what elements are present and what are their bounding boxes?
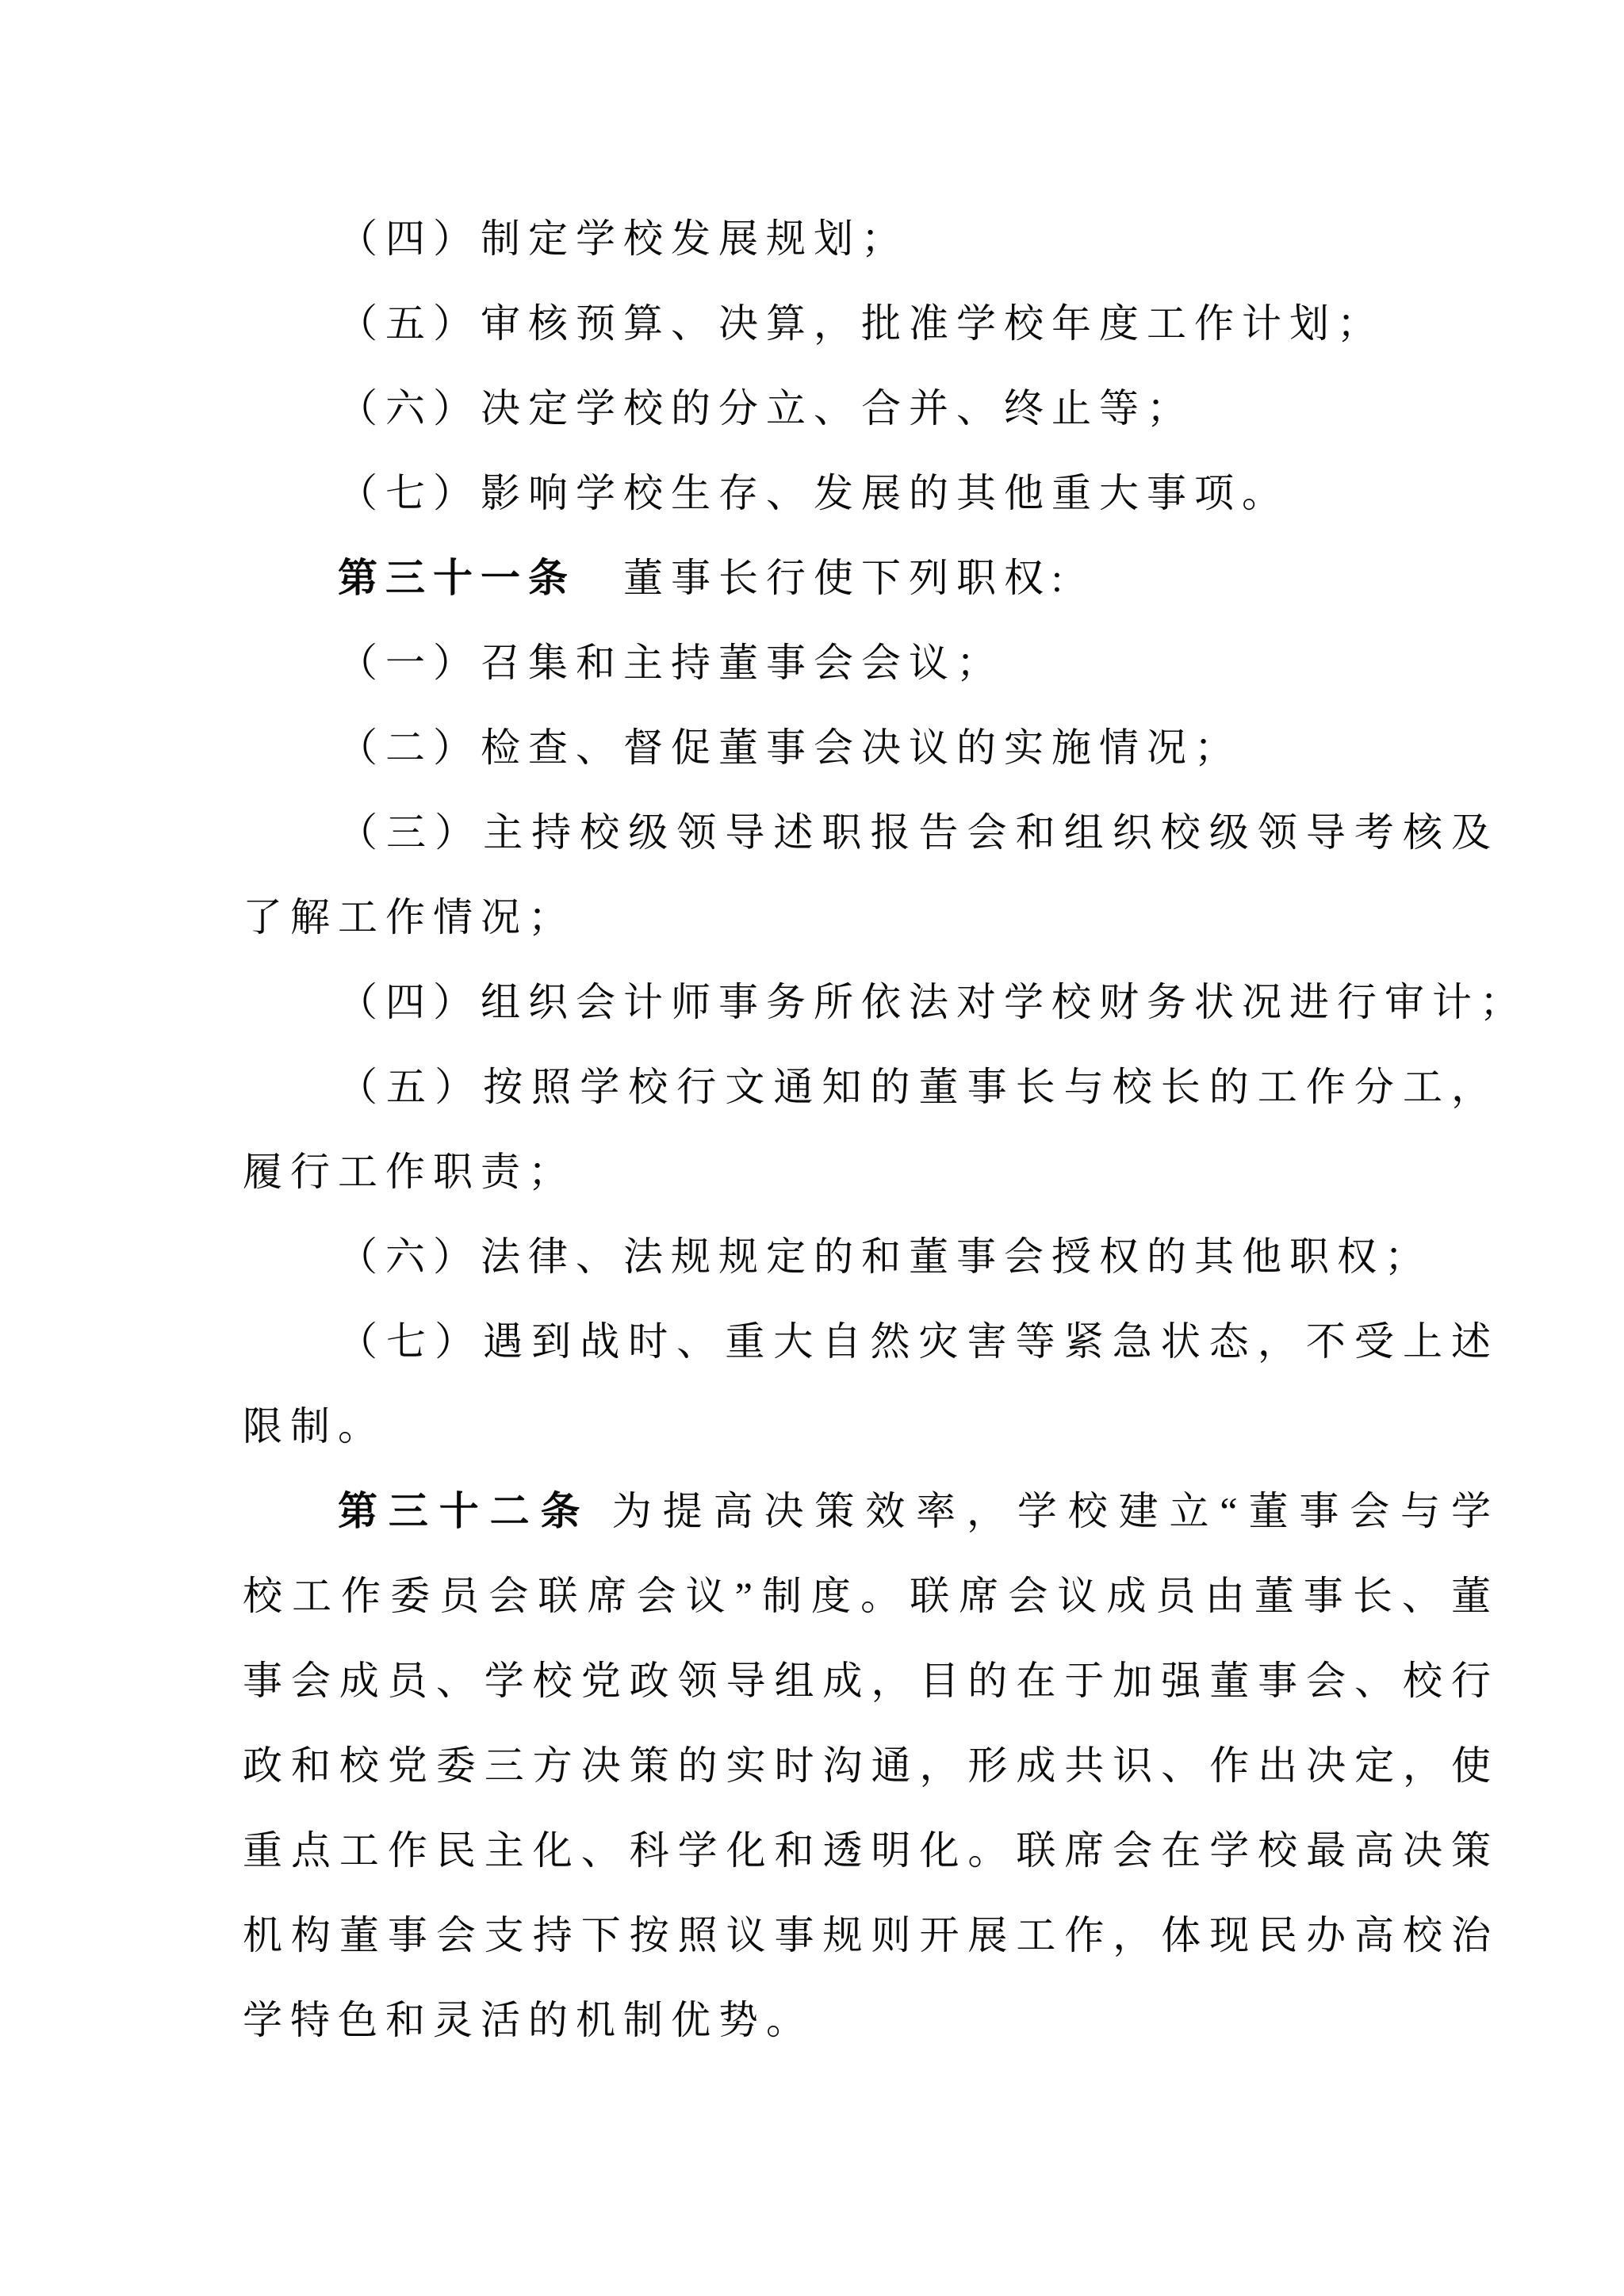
line-text: （四）组织会计师事务所依法对学校财务状况进行审计； [338, 980, 1527, 1024]
text-line [243, 1215, 1499, 1299]
text-line [243, 621, 1499, 706]
text-line [243, 706, 1499, 790]
article-number: 第三十一条 [338, 556, 576, 600]
text-line [243, 1299, 1499, 1384]
line-text: （五）按照学校行文通知的董事长与校长的工作分工， [338, 1065, 1499, 1109]
text-line [243, 1978, 1499, 2063]
line-text: 董事长行使下列职权: [576, 556, 1071, 600]
line-text: （六）决定学校的分立、合并、终止等； [338, 386, 1194, 430]
line-text: 重点工作民主化、科学化和透明化。联席会在学校最高决策 [243, 1828, 1499, 1873]
line-text: 校工作委员会联席会议”制度。联席会议成员由董事长、董 [243, 1574, 1499, 1618]
line-text: 为提高决策效率，学校建立“董事会与学 [591, 1489, 1499, 1533]
text-line [243, 536, 1499, 621]
text-line [243, 1554, 1499, 1639]
text-line [243, 1469, 1499, 1554]
line-text: （四）制定学校发展规划； [338, 216, 909, 261]
line-text: （三）主持校级领导述职报告会和组织校级领导考核及 [338, 810, 1499, 855]
text-line [243, 790, 1499, 875]
line-text: （七）遇到战时、重大自然灾害等紧急状态，不受上述 [338, 1319, 1499, 1364]
line-text: 机构董事会支持下按照议事规则开展工作，体现民办高校治 [243, 1913, 1499, 1957]
text-line [243, 281, 1499, 366]
line-text: （二）检查、督促董事会决议的实施情况； [338, 725, 1242, 770]
line-text: （六）法律、法规规定的和董事会授权的其他职权； [338, 1234, 1432, 1279]
line-text: （五）审核预算、决算，批准学校年度工作计划； [338, 301, 1385, 346]
text-line [243, 1724, 1499, 1808]
line-text: 政和校党委三方决策的实时沟通，形成共识、作出决定，使 [243, 1743, 1499, 1788]
line-text: 了解工作情况； [243, 895, 576, 939]
text-line [243, 1045, 1499, 1130]
article-number: 第三十二条 [338, 1489, 592, 1533]
line-text: （一）召集和主持董事会会议； [338, 641, 1004, 685]
text-line [243, 1808, 1499, 1893]
line-text: 履行工作职责； [243, 1150, 576, 1194]
text-line [243, 960, 1527, 1045]
text-line [243, 1639, 1499, 1724]
line-text: 学特色和灵活的机制优势。 [243, 1998, 814, 2042]
line-text: 限制。 [243, 1404, 385, 1448]
text-line [243, 366, 1499, 451]
text-line [243, 875, 1499, 960]
text-line [243, 1893, 1499, 1978]
document-body [243, 197, 1527, 2063]
text-line [243, 197, 1499, 281]
text-line [243, 1130, 1499, 1215]
line-text: （七）影响学校生存、发展的其他重大事项。 [338, 471, 1289, 515]
text-line [243, 1384, 1499, 1469]
line-text: 事会成员、学校党政领导组成，目的在于加强董事会、校行 [243, 1659, 1499, 1703]
text-line [243, 451, 1499, 536]
